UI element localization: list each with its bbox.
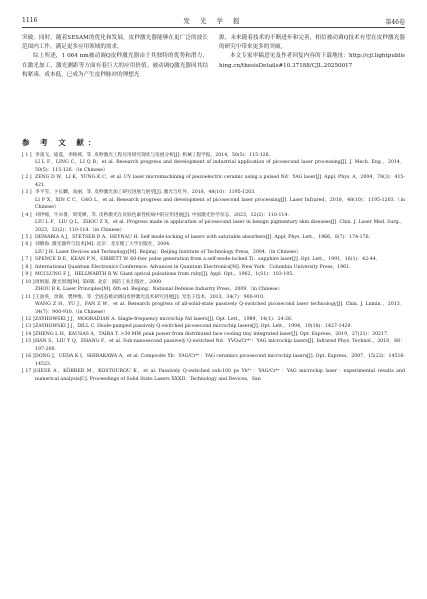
page-number: 1116 [22, 17, 38, 24]
reference-entry [22, 323, 405, 330]
volume-label: 第46卷 [385, 19, 405, 26]
reference-text: 周炳琨. 激光原理[M]. 第6版. 北京：国防工业出版社，2009. [35, 279, 163, 285]
right-column [219, 34, 405, 71]
reference-text: DONG J，UEDA K I，SHIRAKAWA A，et al. Composite Yb：YAG/Cr⁴⁺：YAG ceramics picosecond microchip lasers[J]. Opt. Express，2007，15(22)：14516-14523. [35, 354, 405, 367]
reference-text: ZHENG L H，KAUSAS A，TAIRA T. >30 MW peak power from distributed face cooling tiny integrated laser[J]. Opt. Express，2019，27(21)：30217. [35, 331, 389, 337]
reference-text: 李凌飞，迪夏，李映域，等. 皮秒激光工程应用研究现状与发展分析[J]. 机械工程学报，2014，50(5)：115-126. [35, 153, 271, 158]
reference-text: SPENCE D E，KEAN P N，SIBBETT W. 60-fsec pulse generation from a self-mode-locked Ti：sapphire laser[J]. Opt. Lett.，1991，16(1)：42-44. [35, 257, 378, 263]
reference-entry [22, 219, 405, 234]
reference-text: ZHOU B K. Laser Principles[M]. 6th ed. Beijing：National Defense Industry Press，2009.（in Chinese） [35, 287, 283, 293]
reference-entry [22, 279, 405, 286]
reference-text: International Quantum Electronics Conference. Advances in Quantum Electronics[M]. New York：Columbia University Press，1961. [35, 264, 351, 270]
reference-number: [ 13 ] [22, 324, 35, 330]
reference-number: [ 1 ] [22, 153, 32, 158]
paragraph: 突破。同时，随着SESAM的优化和发展，皮秒激光器能够在更广泛的波长范围内工作，满足更多应用领域的需求。 [22, 35, 208, 51]
reference-number: [ 10 ] [22, 279, 35, 285]
reference-text: 刘敬海. 激光器件与技术[M]. 北京：北京理工大学出版社，2004. [35, 242, 171, 248]
reference-entry [22, 234, 405, 241]
reference-entry [22, 338, 405, 353]
running-header [22, 15, 405, 28]
reference-number: [ 2 ] [22, 175, 32, 181]
reference-number: [ 15 ] [22, 339, 35, 345]
reference-entry [22, 331, 405, 338]
reference-entry [22, 174, 405, 189]
reference-text: ZENG D W，LI K，YUNG K C，et al. UV laser micromachining of piezoelectric ceramic using a pulsed Nd：YAG laser[J]. Appl. Phys. A，2004，78(3)：415-421. [35, 175, 405, 188]
reference-entry [22, 271, 405, 278]
reference-number: [ 17 ] [22, 369, 35, 375]
reference-number: [ 14 ] [22, 331, 35, 337]
reference-text: DEMARIA A J，STETSER D A，HEYNAU H. Self mode-locking of lasers with saturable absorbers[J]. Appl. Phys. Lett.，1966，8(7)：174-176. [35, 234, 371, 240]
reference-entry [22, 159, 405, 174]
paragraph: 综上所述，1 064 nm被动调Q皮秒激光器由于其独特的优势和潜力，在激光加工、激光测距等方面有着巨大的应用价值。被动调Q激光器因其结构紧凑、成本低，已成为产生皮秒脉冲的理想光 [22, 53, 208, 78]
reference-entry [22, 264, 405, 271]
reference-text: 李平雪，卞长麟，高丽，等. 皮秒激光加工研究进展与展望[J]. 激光与红外，2018，48(10)：1195-1203. [35, 190, 256, 196]
reference-text: GIESE A，KÖRBER M，KOSTOUROU K，et al. Passively Q-switched sub-100 ps Yb³⁺：YAG/Cr⁴⁺：YAG microchip laser：experimental results and numerical analysis[C]. Proceedings of Solid State Lasers XXXII：Technology and Devices，San [35, 369, 405, 382]
reference-number: [ 9 ] [22, 272, 32, 278]
reference-number: [ 6 ] [22, 242, 32, 248]
reference-text: LI L F，LING C，LI Q R，et al. Research progress and development of industrial application of picosecond laser processing[J]. J. Mech. Eng.，2014，50(5)：115-126.（in Chinese） [35, 160, 405, 173]
reference-text: 王油英，余锦，樊仲维，等. 全固态被动调Q皮秒激光技术研究进展[J]. 光电子技术，2013，34(7)：900-910. [35, 294, 265, 300]
reference-number: [ 8 ] [22, 264, 32, 270]
reference-entry [22, 368, 405, 383]
reference-number: [ 5 ] [22, 234, 32, 240]
reference-entry [22, 152, 405, 159]
reference-entry [22, 294, 405, 301]
reference-text: LI P X，XIN C C，GAO L，et al. Research progress and development of picosecond laser processing[J]. Laser Infrared，2018，48(10)：1195-1203.（in Chinese） [35, 197, 405, 211]
reference-text: ZAYHOWSKI J J，DILL C. Diode-pumped passively Q-switched picosecond microchip lasers[J]. Opt. Lett.，1994，19(18)：1427-1429. [35, 324, 353, 330]
reference-list [22, 152, 405, 383]
reference-entry [22, 249, 405, 256]
references-heading: 参 考 文 献： [22, 138, 100, 147]
reference-entry [22, 212, 405, 219]
body-text [22, 34, 405, 122]
reference-entry [22, 353, 405, 368]
reference-entry [22, 256, 405, 263]
reference-entry [22, 286, 405, 293]
paragraph: 源，未来随着技术的不断进步和完善，相信被动调Q技术有望在皮秒激光器的研究中带来更多的突破。 [219, 35, 405, 51]
reference-number: [ 4 ] [22, 212, 32, 218]
reference-text: ZAYHOWSKI J J，MOORADIAN A. Single-frequency microchip Nd lasers[J]. Opt. Lett.，1989，14(1)：24-26. [35, 316, 293, 322]
reference-number: [ 7 ] [22, 257, 32, 263]
reference-entry [22, 301, 405, 316]
reference-entry [22, 241, 405, 248]
reference-entry [22, 197, 405, 212]
paragraph [219, 52, 405, 70]
reference-number: [ 3 ] [22, 190, 32, 196]
reference-number: [ 16 ] [22, 354, 35, 360]
reference-entry [22, 189, 405, 196]
reference-text: WANG Z H，YU J，FAN Z W，et al. Research progress of all-solid-state passively Q-switched picosecond laser technology[J]. Chin. J. Lumin.，2013，34(7)：900-910.（in Chinese） [35, 302, 405, 315]
review-download-link[interactable]: http://cjl.lightpublishing.cn/thesisDetails#10.37188/CJL.20250017 [219, 53, 405, 69]
reference-number: [ 11 ] [22, 294, 35, 300]
reference-text: LIU J H. Laser Devices and Technology[M]. Beijing：Beijing Institute of Technology Press，2004.（in Chinese） [35, 249, 301, 255]
journal-title: 发 光 学 报 [183, 17, 244, 25]
reference-number: [ 12 ] [22, 316, 35, 322]
left-column [22, 34, 208, 80]
reference-entry [22, 316, 405, 323]
reference-text: HAN S，LIU Y Q，ZHANG F，et al. Sub-nanosecond passively Q-switched Nd：YVO₄/Cr⁴⁺：YAG microchip lasers[J]. Infrared Phys. Technol.，2018，88：197-200. [35, 339, 405, 352]
download-note: 本文专家审稿意见及作者回复内容的下载地址： [230, 53, 349, 60]
reference-text: LIU L F，LIU Q L，ZHOU Z X，et al. Progress made in application of picosecond laser in benign pigmentary skin diseases[J]. Chin. J. Laser Med. Surg.，2023，32(2)：110-114.（in Chinese） [35, 220, 405, 233]
reference-text: MCCLUNG F J，HELLWARTH R W. Giant optical pulsations from ruby[J]. Appl. Opt.，1962，1(S1)：103-105. [35, 272, 294, 278]
reference-text: 刘伊绵，牛卓暑，周雯婵，等. 皮秒激光在皮肤色素性疾病中的应用进展[J]. 中国激光医学杂志，2023，32(2)：110-114. [35, 212, 289, 218]
